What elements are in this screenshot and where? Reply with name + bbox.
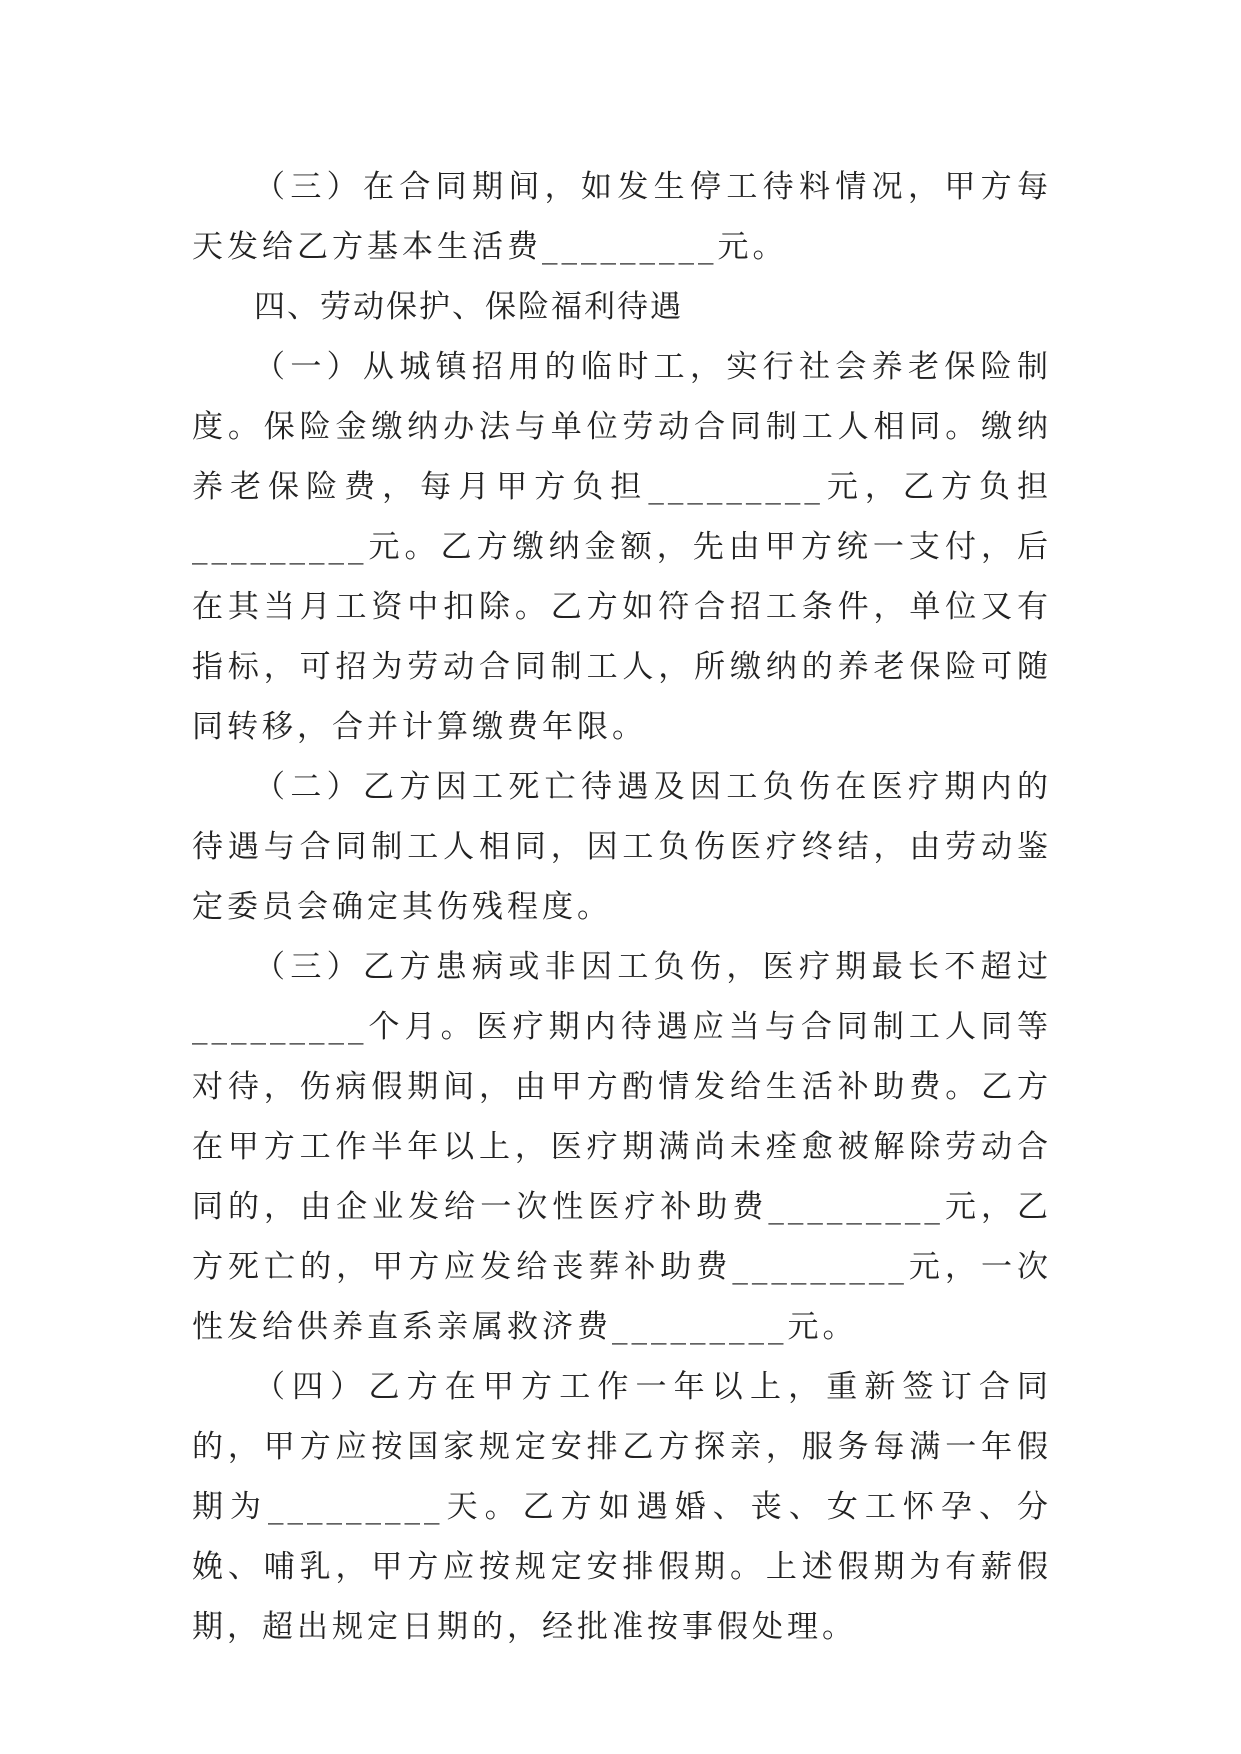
document-page: [192, 157, 1052, 1657]
paragraph-2-work-injury: （二）乙方因工死亡待遇及因工负伤在医疗期内的待遇与合同制工人相同，因工负伤医疗终结，由劳动鉴定委员会确定其伤残程度。: [192, 769, 1052, 925]
paragraph-1-pension-insurance: （一）从城镇招用的临时工，实行社会养老保险制度。保险金缴纳办法与单位劳动合同制工人相同。缴纳养老保险费，每月甲方负担_________元，乙方负担_________元。乙方缴纳金额，先由甲方统一支付，后在其当月工资中扣除。乙方如符合招工条件，单位又有指标，可招为劳动合同制工人，所缴纳的养老保险可随同转移，合并计算缴费年限。: [192, 349, 1052, 745]
paragraph-3-living-allowance: （三）在合同期间，如发生停工待料情况，甲方每天发给乙方基本生活费_________元。: [192, 169, 1052, 265]
section-heading-labor-protection: 四、劳动保护、保险福利待遇: [254, 289, 683, 325]
paragraph-4-home-leave: （四）乙方在甲方工作一年以上，重新签订合同的，甲方应按国家规定安排乙方探亲，服务每满一年假期为_________天。乙方如遇婚、丧、女工怀孕、分娩、哺乳，甲方应按规定安排假期。上述假期为有薪假期，超出规定日期的，经批准按事假处理。: [192, 1369, 1052, 1645]
paragraph-3-sick-leave: （三）乙方患病或非因工负伤，医疗期最长不超过_________个月。医疗期内待遇应当与合同制工人同等对待，伤病假期间，由甲方酌情发给生活补助费。乙方在甲方工作半年以上，医疗期满尚未痊愈被解除劳动合同的，由企业发给一次性医疗补助费_________元，乙方死亡的，甲方应发给丧葬补助费_________元，一次性发给供养直系亲属救济费_________元。: [192, 949, 1052, 1345]
